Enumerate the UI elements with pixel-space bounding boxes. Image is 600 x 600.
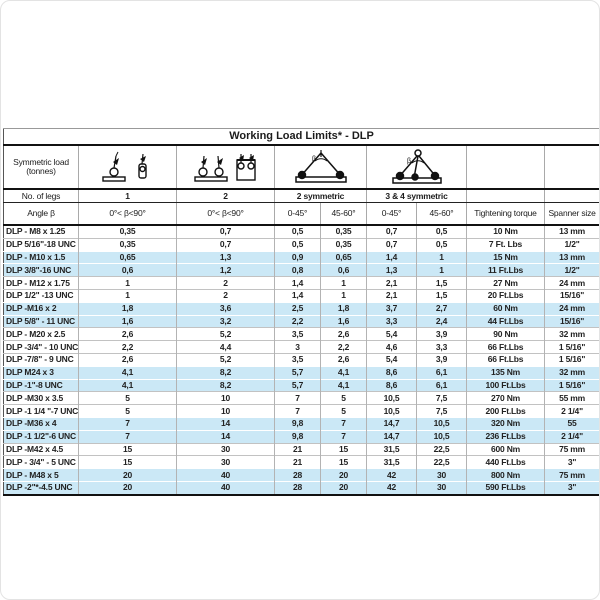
value-cell: 30 [177,456,275,469]
value-cell: 5,7 [275,379,321,392]
product-name-cell: DLP -1"-8 UNC [4,379,79,392]
table-row [4,315,600,328]
value-cell: 22,5 [417,456,467,469]
value-cell: 2,6 [321,353,367,366]
value-cell: 2 [177,289,275,302]
value-cell: 0,35 [321,225,367,238]
value-cell: 1,6 [79,315,177,328]
value-cell: 7 [79,430,177,443]
table-body [4,225,600,495]
value-cell: 3,3 [367,315,417,328]
no-of-legs-label: No. of legs [4,189,79,203]
value-cell: 0,8 [275,264,321,277]
value-cell: 1,8 [79,302,177,315]
value-cell: 20 [321,481,367,494]
value-cell: 21 [275,443,321,456]
value-cell: 15/16" [545,289,600,302]
value-cell: 7 [321,417,367,430]
value-cell: 8,6 [367,379,417,392]
table-row [4,328,600,341]
value-cell: 1,5 [417,289,467,302]
angle-label: Angle β [4,203,79,226]
svg-text:β: β [406,158,411,165]
value-cell: 15 [321,443,367,456]
value-cell: 1 [417,264,467,277]
product-name-cell: DLP 1/2" -13 UNC [4,289,79,302]
value-cell: 7,5 [417,405,467,418]
angle-header-row [4,203,600,226]
value-cell: 1,8 [321,302,367,315]
product-name-cell: DLP M24 x 3 [4,366,79,379]
value-cell: 2 1/4" [545,430,600,443]
value-cell: 0,7 [367,225,417,238]
value-cell: 5 [321,405,367,418]
spanner-legs-spacer [545,189,600,203]
value-cell: 2,6 [79,353,177,366]
value-cell: 4,6 [367,341,417,354]
product-name-cell: DLP - M10 x 1.5 [4,251,79,264]
product-name-cell: DLP -7/8" - 9 UNC [4,353,79,366]
value-cell: 55 [545,417,600,430]
value-cell: 6,1 [417,379,467,392]
value-cell: 3,7 [367,302,417,315]
table-row [4,392,600,405]
product-name-cell: DLP -M36 x 4 [4,417,79,430]
value-cell: 0,5 [417,225,467,238]
value-cell: 11 Ft.Lbs [467,264,545,277]
value-cell: 10,5 [367,392,417,405]
value-cell: 15 Nm [467,251,545,264]
value-cell: 5,2 [177,353,275,366]
value-cell: 1 [79,289,177,302]
value-cell: 1,5 [417,277,467,290]
value-cell: 1 5/16" [545,341,600,354]
value-cell: 20 [79,481,177,494]
value-cell: 10 Nm [467,225,545,238]
value-cell: 2,6 [321,328,367,341]
table-title-row [4,129,600,146]
value-cell: 0,6 [79,264,177,277]
value-cell: 14,7 [367,430,417,443]
value-cell: 590 Ft.Lbs [467,481,545,494]
value-cell: 9,8 [275,430,321,443]
value-cell: 7,5 [417,392,467,405]
value-cell: 3,5 [275,353,321,366]
value-cell: 5,4 [367,353,417,366]
value-cell: 42 [367,481,417,494]
table-row [4,238,600,251]
value-cell: 7 [79,417,177,430]
value-cell: 3,6 [177,302,275,315]
value-cell: 42 [367,469,417,482]
value-cell: 14 [177,417,275,430]
value-cell: 0,5 [417,238,467,251]
legs-value: 3 & 4 symmetric [367,189,467,203]
value-cell: 2,7 [417,302,467,315]
value-cell: 135 Nm [467,366,545,379]
tightening-torque-header: Tightening torque [467,203,545,226]
value-cell: 1 [321,277,367,290]
value-cell: 66 Ft.Lbs [467,341,545,354]
table-row [4,277,600,290]
value-cell: 15 [79,443,177,456]
value-cell: 0,65 [321,251,367,264]
value-cell: 5 [79,405,177,418]
product-name-cell: DLP -M30 x 3.5 [4,392,79,405]
angle-range: 45-60° [417,203,467,226]
icon-header-row [4,145,600,189]
value-cell: 1,2 [177,264,275,277]
value-cell: 10 [177,392,275,405]
value-cell: 1,3 [367,264,417,277]
value-cell: 3 [275,341,321,354]
value-cell: 2,1 [367,277,417,290]
value-cell: 1 5/16" [545,353,600,366]
value-cell: 22,5 [417,443,467,456]
value-cell: 1,6 [321,315,367,328]
value-cell: 4,4 [177,341,275,354]
value-cell: 0,9 [275,251,321,264]
value-cell: 10 [177,405,275,418]
table-row [4,341,600,354]
table-row [4,469,600,482]
table-row [4,366,600,379]
value-cell: 4,1 [321,379,367,392]
value-cell: 100 Ft.Lbs [467,379,545,392]
value-cell: 0,35 [321,238,367,251]
value-cell: 32 mm [545,366,600,379]
product-name-cell: DLP -M42 x 4.5 [4,443,79,456]
angle-range: 0°< β<90° [177,203,275,226]
value-cell: 3" [545,456,600,469]
value-cell: 66 Ft.Lbs [467,353,545,366]
value-cell: 15/16" [545,315,600,328]
value-cell: 2,1 [367,289,417,302]
value-cell: 5 [321,392,367,405]
table-row [4,251,600,264]
value-cell: 1,4 [275,277,321,290]
value-cell: 2 [177,277,275,290]
table-row [4,379,600,392]
value-cell: 15 [321,456,367,469]
legs-value: 2 [177,189,275,203]
value-cell: 1 [417,251,467,264]
value-cell: 30 [177,443,275,456]
product-name-cell: DLP -2"*-4.5 UNC [4,481,79,494]
value-cell: 2,5 [275,302,321,315]
legs-header-row [4,189,600,203]
working-load-limits-table [3,128,600,496]
value-cell: 5,7 [275,366,321,379]
value-cell: 0,35 [79,225,177,238]
product-name-cell: DLP 3/8"-16 UNC [4,264,79,277]
value-cell: 3,9 [417,328,467,341]
table-row [4,417,600,430]
value-cell: 21 [275,456,321,469]
value-cell: 1,4 [367,251,417,264]
value-cell: 270 Nm [467,392,545,405]
value-cell: 10,5 [417,430,467,443]
value-cell: 75 mm [545,469,600,482]
value-cell: 0,35 [79,238,177,251]
value-cell: 2,2 [321,341,367,354]
value-cell: 0,5 [275,225,321,238]
angle-range: 0-45° [367,203,417,226]
symmetric-load-label [4,145,79,189]
value-cell: 200 Ft.Lbs [467,405,545,418]
value-cell: 8,2 [177,379,275,392]
value-cell: 1/2" [545,238,600,251]
value-cell: 2 1/4" [545,405,600,418]
value-cell: 28 [275,469,321,482]
value-cell: 24 mm [545,277,600,290]
value-cell: 7 [275,392,321,405]
value-cell: 4,1 [79,366,177,379]
product-name-cell: DLP 5/8" - 11 UNC [4,315,79,328]
value-cell: 600 Nm [467,443,545,456]
value-cell: 60 Nm [467,302,545,315]
product-name-cell: DLP -M16 x 2 [4,302,79,315]
table-row [4,481,600,494]
symmetric-load-line2: (tonnes) [26,166,56,176]
two-leg-symmetric-sling-icon [275,145,367,189]
angle-range: 45-60° [321,203,367,226]
product-name-cell: DLP -3/4" - 10 UNC [4,341,79,354]
value-cell: 3,3 [417,341,467,354]
spanner-header-spacer [545,145,600,189]
table-row [4,289,600,302]
value-cell: 3" [545,481,600,494]
product-name-cell: DLP - M8 x 1.25 [6,226,66,237]
product-name-cell: DLP -1 1/4 "-7 UNC [4,405,79,418]
value-cell: 1,3 [177,251,275,264]
three-four-leg-symmetric-sling-icon [367,145,467,189]
value-cell: 2,2 [79,341,177,354]
value-cell: 30 [417,481,467,494]
value-cell: 236 Ft.Lbs [467,430,545,443]
value-cell: 20 [79,469,177,482]
value-cell: 13 mm [545,225,600,238]
value-cell: 3,9 [417,353,467,366]
value-cell: 1 5/16" [545,379,600,392]
value-cell: 7 Ft. Lbs [467,238,545,251]
value-cell: 5 [79,392,177,405]
value-cell: 31,5 [367,456,417,469]
value-cell: 0,7 [177,238,275,251]
legs-value: 1 [79,189,177,203]
page-title: Working Load Limits* - DLP [4,129,600,146]
table-row [4,443,600,456]
value-cell: 31,5 [367,443,417,456]
value-cell: 14,7 [367,417,417,430]
table-row [4,430,600,443]
product-name-cell: DLP 5/16"-18 UNC [4,238,79,251]
angle-range: 0-45° [275,203,321,226]
product-name-cell: DLP - 3/4" - 5 UNC [4,456,79,469]
value-cell: 0,5 [275,238,321,251]
value-cell: 2,2 [275,315,321,328]
value-cell: 90 Nm [467,328,545,341]
value-cell: 27 Nm [467,277,545,290]
spanner-size-header: Spanner size [545,203,600,226]
value-cell: 800 Nm [467,469,545,482]
value-cell: 0,7 [177,225,275,238]
value-cell: 1 [79,277,177,290]
value-cell: 10,5 [417,417,467,430]
value-cell: 7 [321,430,367,443]
value-cell: 40 [177,481,275,494]
value-cell: 440 Ft.Lbs [467,456,545,469]
value-cell: 15 [79,456,177,469]
value-cell: 1,4 [275,289,321,302]
svg-text:β: β [311,156,316,163]
value-cell: 10,5 [367,405,417,418]
value-cell: 8,2 [177,366,275,379]
product-name-cell: DLP - M48 x 5 [4,469,79,482]
value-cell: 5,2 [177,328,275,341]
value-cell: 4,1 [321,366,367,379]
value-cell: 3,2 [177,315,275,328]
product-name-cell: DLP - M12 x 1.75 [4,277,79,290]
value-cell: 9,8 [275,417,321,430]
value-cell: 75 mm [545,443,600,456]
two-leg-hoist-ring-icon [177,145,275,189]
value-cell: 5,4 [367,328,417,341]
table-row [4,225,600,238]
value-cell: 2,4 [417,315,467,328]
value-cell: 32 mm [545,328,600,341]
value-cell: 30 [417,469,467,482]
value-cell: 20 [321,469,367,482]
value-cell: 24 mm [545,302,600,315]
value-cell: 6,1 [417,366,467,379]
single-leg-hoist-ring-icon [79,145,177,189]
value-cell: 0,7 [367,238,417,251]
value-cell: 2,6 [79,328,177,341]
value-cell: 0,6 [321,264,367,277]
table-row [4,353,600,366]
value-cell: 55 mm [545,392,600,405]
value-cell: 44 Ft.Lbs [467,315,545,328]
table-row [4,264,600,277]
value-cell: 1 [321,289,367,302]
value-cell: 40 [177,469,275,482]
value-cell: 13 mm [545,251,600,264]
value-cell: 4,1 [79,379,177,392]
value-cell: 20 Ft.Lbs [467,289,545,302]
torque-legs-spacer [467,189,545,203]
table-row [4,302,600,315]
product-name-cell: DLP - M20 x 2.5 [4,328,79,341]
value-cell: 8,6 [367,366,417,379]
value-cell: 320 Nm [467,417,545,430]
value-cell: 7 [275,405,321,418]
angle-range: 0°< β<90° [79,203,177,226]
value-cell: 28 [275,481,321,494]
table-row [4,456,600,469]
value-cell: 1/2" [545,264,600,277]
value-cell: 3,5 [275,328,321,341]
torque-header-spacer [467,145,545,189]
product-name-cell: DLP -1 1/2"-6 UNC [4,430,79,443]
symmetric-load-line1: Symmetric load [13,157,69,168]
value-cell: 14 [177,430,275,443]
table-row [4,405,600,418]
value-cell: 0,65 [79,251,177,264]
legs-value: 2 symmetric [275,189,367,203]
